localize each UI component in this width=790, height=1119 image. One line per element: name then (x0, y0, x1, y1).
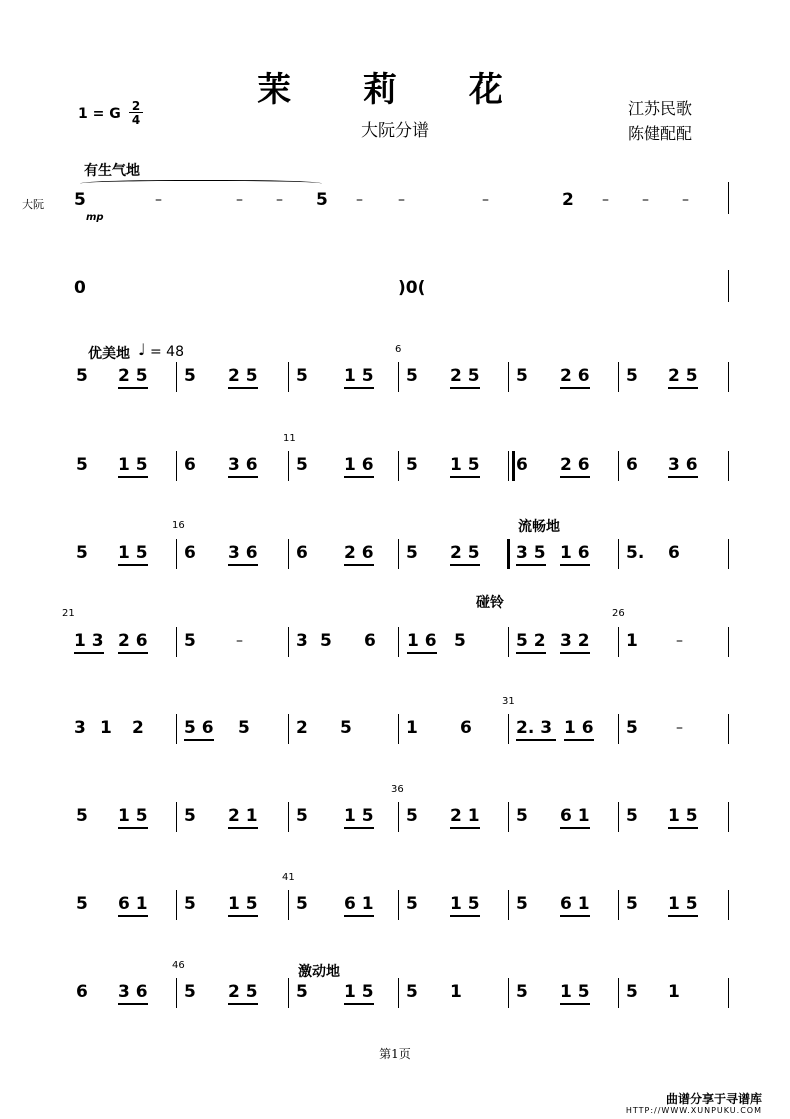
jianpu-note: 5 (184, 806, 196, 826)
beam-underline (560, 387, 590, 389)
barline (176, 978, 177, 1008)
dash-note: – (398, 192, 405, 208)
repeat-barline (512, 451, 515, 481)
jianpu-note: 5 (516, 806, 528, 826)
jianpu-note: 0 (74, 278, 86, 298)
expression-5: 激动地 (298, 964, 340, 980)
barline (728, 714, 729, 744)
beam-underline (344, 564, 374, 566)
beam-underline (228, 564, 258, 566)
jianpu-note: 3 (74, 718, 86, 738)
jianpu-note: 5 (626, 718, 638, 738)
dash-note: – (676, 720, 683, 736)
phrase-slur (80, 180, 322, 189)
jianpu-note: 5 (184, 366, 196, 386)
barline (618, 362, 619, 392)
beam-underline (450, 564, 480, 566)
beam-underline (450, 476, 480, 478)
jianpu-note: 5 (626, 982, 638, 1002)
barline (288, 978, 289, 1008)
barline (728, 802, 729, 832)
jianpu-note: 5 (454, 631, 466, 651)
barline (176, 362, 177, 392)
time-sig-bottom: 4 (131, 113, 141, 127)
jianpu-note: 5 (406, 894, 418, 914)
time-signature (129, 100, 143, 126)
jianpu-note: 3 6 (118, 982, 148, 1002)
beam-underline (450, 915, 480, 917)
jianpu-note: 5 (76, 455, 88, 475)
jianpu-note: 5 (320, 631, 332, 651)
bar-number: 21 (62, 608, 75, 619)
beam-underline (560, 915, 590, 917)
dash-note: – (682, 192, 689, 208)
dash-note: – (236, 633, 243, 649)
jianpu-note: 3 (296, 631, 308, 651)
jianpu-note: 5 (296, 455, 308, 475)
barline (398, 978, 399, 1008)
beam-underline (228, 1003, 258, 1005)
jianpu-note: 2 5 (118, 366, 148, 386)
barline (288, 890, 289, 920)
jianpu-note: 1 (100, 718, 112, 738)
jianpu-note: 3 2 (560, 631, 590, 651)
beam-underline (118, 1003, 148, 1005)
jianpu-note: 1 5 (668, 894, 698, 914)
barline (176, 802, 177, 832)
jianpu-note: 5 (296, 366, 308, 386)
repeat-barline (507, 539, 510, 569)
jianpu-note: 2 5 (228, 366, 258, 386)
jianpu-note: 2 5 (668, 366, 698, 386)
barline (728, 627, 729, 657)
jianpu-note: 2. 3 (516, 718, 553, 738)
beam-underline (228, 476, 258, 478)
barline (618, 802, 619, 832)
jianpu-note: 5 (296, 982, 308, 1002)
barline (508, 890, 509, 920)
jianpu-note: 2 5 (450, 366, 480, 386)
bar-number: 6 (395, 344, 402, 355)
dash-note: – (356, 192, 363, 208)
barline (288, 451, 289, 481)
barline (398, 890, 399, 920)
barline (728, 362, 729, 392)
beam-underline (564, 739, 594, 741)
dash-note: – (676, 633, 683, 649)
watermark-url: HTTP://WWW.XUNPUKU.COM (625, 1106, 762, 1115)
beam-underline (560, 564, 590, 566)
jianpu-note: 5 (406, 806, 418, 826)
jianpu-note: 1 (626, 631, 638, 651)
jianpu-note: 1 (406, 718, 418, 738)
jianpu-note: 6 (184, 455, 196, 475)
jianpu-note: 5 (76, 806, 88, 826)
beam-underline (118, 652, 148, 654)
jianpu-note: 5 (406, 982, 418, 1002)
jianpu-note: 3 6 (228, 455, 258, 475)
barline (398, 451, 399, 481)
beam-underline (668, 915, 698, 917)
jianpu-note: 2 6 (560, 366, 590, 386)
expression-3: 流畅地 (518, 519, 560, 535)
jianpu-note: 6 (296, 543, 308, 563)
beam-underline (184, 739, 214, 741)
beam-underline (228, 387, 258, 389)
beam-underline (344, 1003, 374, 1005)
jianpu-note: 6 (184, 543, 196, 563)
jianpu-note: 5 (238, 718, 250, 738)
tempo-mark: = 48 (150, 344, 184, 360)
jianpu-note: 3 6 (228, 543, 258, 563)
jianpu-note: 2 1 (450, 806, 480, 826)
jianpu-note: 5 6 (184, 718, 214, 738)
beam-underline (228, 915, 258, 917)
jianpu-note: 5 (626, 806, 638, 826)
jianpu-note: 5 (516, 894, 528, 914)
beam-underline (118, 915, 148, 917)
dash-note: – (236, 192, 243, 208)
jianpu-note: 5 (184, 631, 196, 651)
jianpu-note: 5 (406, 543, 418, 563)
key-signature: 1 = G (78, 106, 121, 122)
jianpu-note: 5 (184, 982, 196, 1002)
jianpu-note: 1 5 (344, 806, 374, 826)
beam-underline (560, 476, 590, 478)
beam-underline (560, 652, 590, 654)
jianpu-note: )0( (398, 278, 426, 298)
barline (728, 182, 729, 214)
barline (176, 539, 177, 569)
jianpu-note: 5 (340, 718, 352, 738)
jianpu-note: 5 (74, 190, 86, 210)
barline (398, 802, 399, 832)
dash-note: – (642, 192, 649, 208)
jianpu-note: 5 (626, 366, 638, 386)
watermark-text: 曲谱分享于寻谱库 (665, 1092, 762, 1106)
beam-underline (668, 476, 698, 478)
beam-underline (344, 827, 374, 829)
beam-underline (560, 827, 590, 829)
barline (618, 451, 619, 481)
bar-number: 26 (612, 608, 625, 619)
jianpu-note: 2 (296, 718, 308, 738)
jianpu-note: 6 1 (344, 894, 374, 914)
arranger-label: 陈健配配 (627, 124, 692, 143)
dash-note: – (276, 192, 283, 208)
jianpu-note: 2 1 (228, 806, 258, 826)
barline (618, 714, 619, 744)
jianpu-note: 1 (450, 982, 462, 1002)
bar-number: 11 (283, 433, 296, 444)
jianpu-note: 1 5 (228, 894, 258, 914)
jianpu-note: 6 1 (560, 894, 590, 914)
barline (176, 451, 177, 481)
barline (508, 627, 509, 657)
beam-underline (344, 387, 374, 389)
barline (618, 627, 619, 657)
jianpu-note: 1 6 (560, 543, 590, 563)
bar-number: 31 (502, 696, 515, 707)
beam-underline (344, 476, 374, 478)
jianpu-note: 1 5 (118, 455, 148, 475)
barline (288, 539, 289, 569)
jianpu-note: 5 (406, 366, 418, 386)
dash-note: – (155, 192, 162, 208)
jianpu-note: 2 6 (344, 543, 374, 563)
beam-underline (118, 827, 148, 829)
jianpu-note: 1 6 (344, 455, 374, 475)
jianpu-note: 6 1 (560, 806, 590, 826)
beam-underline (560, 1003, 590, 1005)
jianpu-note: 5 (406, 455, 418, 475)
jianpu-note: 2 (562, 190, 574, 210)
jianpu-note: 6 1 (118, 894, 148, 914)
jianpu-note: 1 (668, 982, 680, 1002)
beam-underline (450, 387, 480, 389)
barline (728, 978, 729, 1008)
jianpu-note: 2 6 (118, 631, 148, 651)
jianpu-note: 5 2 (516, 631, 546, 651)
quarter-note-icon: ♩ (138, 340, 146, 359)
jianpu-note: 5 (296, 806, 308, 826)
barline (176, 714, 177, 744)
jianpu-note: 1 5 (344, 982, 374, 1002)
jianpu-note: 1 5 (450, 894, 480, 914)
bar-number: 16 (172, 520, 185, 531)
jianpu-note: 1 5 (450, 455, 480, 475)
expression-1: 有生气地 (84, 163, 140, 179)
beam-underline (344, 915, 374, 917)
barline (288, 714, 289, 744)
beam-underline (516, 739, 556, 741)
barline (728, 451, 729, 481)
jianpu-note: 6 (460, 718, 472, 738)
jianpu-note: 6 (626, 455, 638, 475)
barline (508, 978, 509, 1008)
jianpu-note: 5 (76, 894, 88, 914)
jianpu-note: 1 6 (564, 718, 594, 738)
jianpu-note: 2 (132, 718, 144, 738)
barline (728, 539, 729, 569)
barline (398, 627, 399, 657)
jianpu-note: 6 (516, 455, 528, 475)
jianpu-note: 5 (296, 894, 308, 914)
jianpu-note: 1 6 (407, 631, 437, 651)
bar-number: 41 (282, 872, 295, 883)
beam-underline (516, 652, 546, 654)
jianpu-note: 6 (364, 631, 376, 651)
beam-underline (668, 827, 698, 829)
score-subtitle: 大阮分谱 (361, 121, 429, 141)
jianpu-note: 5 (76, 543, 88, 563)
barline (288, 802, 289, 832)
expression-2: 优美地 (88, 346, 130, 362)
jianpu-note: 5 (316, 190, 328, 210)
dash-note: – (602, 192, 609, 208)
jianpu-note: 1 5 (344, 366, 374, 386)
score-title: 茉 莉 花 (257, 70, 533, 110)
jianpu-note: 3 6 (668, 455, 698, 475)
beam-underline (450, 827, 480, 829)
bar-number: 46 (172, 960, 185, 971)
beam-underline (228, 827, 258, 829)
barline (398, 362, 399, 392)
barline (508, 451, 509, 481)
jianpu-note: 2 6 (560, 455, 590, 475)
barline (288, 627, 289, 657)
jianpu-note: 1 5 (118, 806, 148, 826)
jianpu-note: 6 (76, 982, 88, 1002)
jianpu-note: 6 (668, 543, 680, 563)
beam-underline (118, 476, 148, 478)
jianpu-note: 1 5 (560, 982, 590, 1002)
beam-underline (118, 564, 148, 566)
barline (176, 627, 177, 657)
bar-number: 36 (391, 784, 404, 795)
expression-4: 碰铃 (476, 595, 504, 611)
jianpu-note: 2 5 (450, 543, 480, 563)
jianpu-note: 5 (626, 894, 638, 914)
barline (728, 270, 729, 302)
jianpu-note: 3 5 (516, 543, 546, 563)
barline (176, 890, 177, 920)
barline (618, 539, 619, 569)
jianpu-note: 5 (184, 894, 196, 914)
jianpu-note: 1 3 (74, 631, 104, 651)
jianpu-note: 5 (516, 982, 528, 1002)
time-sig-top: 2 (131, 99, 141, 113)
beam-underline (74, 652, 104, 654)
jianpu-note: 5 (76, 366, 88, 386)
barline (398, 539, 399, 569)
barline (728, 890, 729, 920)
instrument-label: 大阮 (22, 198, 44, 211)
barline (508, 802, 509, 832)
barline (288, 362, 289, 392)
jianpu-note: 1 5 (668, 806, 698, 826)
beam-underline (668, 387, 698, 389)
barline (508, 362, 509, 392)
jianpu-note: 2 5 (228, 982, 258, 1002)
origin-label: 江苏民歌 (627, 99, 692, 118)
jianpu-note: 5. (626, 543, 645, 563)
dynamic-mark: mp (86, 212, 104, 223)
jianpu-note: 1 5 (118, 543, 148, 563)
jianpu-note: 5 (516, 366, 528, 386)
beam-underline (118, 387, 148, 389)
barline (618, 978, 619, 1008)
barline (618, 890, 619, 920)
beam-underline (516, 564, 546, 566)
barline (398, 714, 399, 744)
page-footer: 第1页 (379, 1047, 411, 1061)
beam-underline (407, 652, 437, 654)
barline (508, 714, 509, 744)
dash-note: – (482, 192, 489, 208)
